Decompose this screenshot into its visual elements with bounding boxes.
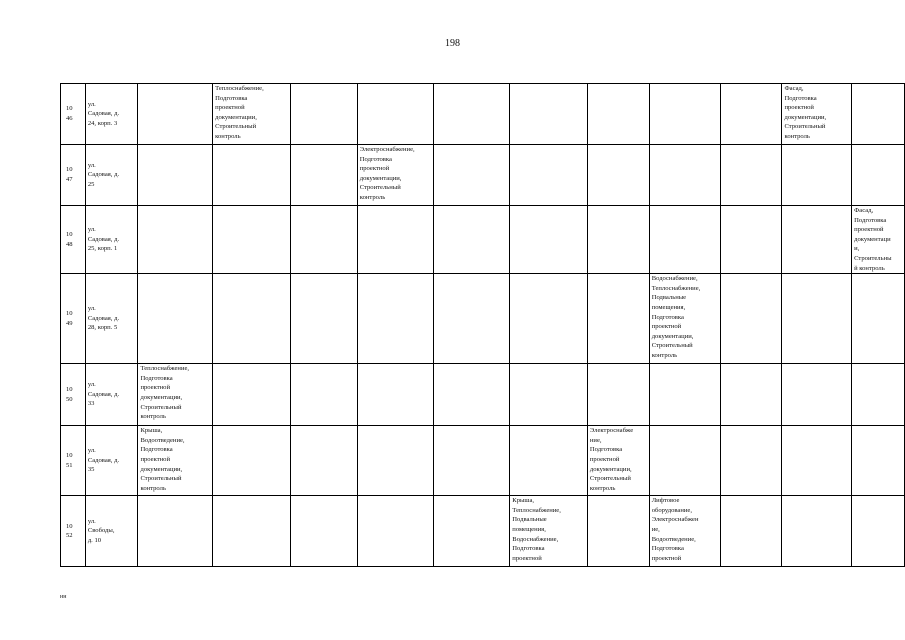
work-type-cell — [357, 206, 434, 274]
page-number: 198 — [445, 38, 460, 49]
footer-mark: нн — [60, 594, 67, 600]
address-cell: ул. Садовая, д. 25, корп. 1 — [85, 206, 138, 274]
row-number-cell: 10 51 — [61, 426, 86, 496]
work-type-cell — [852, 496, 905, 567]
work-type-cell — [138, 496, 213, 567]
table-row — [61, 496, 905, 567]
work-type-cell: Крыша, Теплоснабжение, Подвальные помещения, Водоснабжение, Подготовка проектной — [510, 496, 588, 567]
work-type-cell — [213, 426, 291, 496]
address-cell: ул. Свободы, д. 10 — [85, 496, 138, 567]
work-type-cell — [587, 206, 649, 274]
work-type-cell — [721, 496, 782, 567]
work-type-cell — [721, 206, 782, 274]
work-type-cell — [290, 496, 357, 567]
row-number-cell: 10 47 — [61, 145, 86, 206]
work-type-cell — [782, 426, 852, 496]
work-type-cell — [357, 84, 434, 145]
work-type-cell: Электроснабжение, Подготовка проектной документации, Строительный контроль — [357, 145, 434, 206]
work-type-cell — [782, 496, 852, 567]
work-type-cell — [510, 145, 588, 206]
work-type-cell — [213, 364, 291, 426]
row-number-cell: 10 50 — [61, 364, 86, 426]
work-type-cell: Теплоснабжение, Подготовка проектной документации, Строительный контроль — [138, 364, 213, 426]
work-type-cell: Фасад, Подготовка проектной документаци и, Строительны й контроль — [852, 206, 905, 274]
work-type-cell — [721, 84, 782, 145]
table-row — [61, 364, 905, 426]
table-row — [61, 206, 905, 274]
work-type-cell — [852, 145, 905, 206]
work-type-cell — [357, 496, 434, 567]
work-type-cell — [510, 364, 588, 426]
work-type-cell — [290, 145, 357, 206]
work-type-cell — [649, 84, 721, 145]
work-type-cell — [852, 426, 905, 496]
work-type-cell: Электроснабже ние, Подготовка проектной документации, Строительный контроль — [587, 426, 649, 496]
work-type-cell — [434, 274, 510, 364]
work-type-cell — [721, 274, 782, 364]
work-type-cell — [852, 364, 905, 426]
work-type-cell — [213, 206, 291, 274]
work-type-cell — [782, 145, 852, 206]
work-type-cell — [721, 364, 782, 426]
address-cell: ул. Садовая, д. 24, корп. 3 — [85, 84, 138, 145]
work-type-cell — [510, 84, 588, 145]
address-cell: ул. Садовая, д. 28, корп. 5 — [85, 274, 138, 364]
table-row — [61, 145, 905, 206]
work-type-cell — [852, 274, 905, 364]
work-type-cell — [434, 145, 510, 206]
table-row — [61, 274, 905, 364]
address-cell: ул. Садовая, д. 35 — [85, 426, 138, 496]
work-type-cell — [721, 145, 782, 206]
work-type-cell — [587, 145, 649, 206]
work-type-cell: Водоснабжение, Теплоснабжение, Подвальные помещения, Подготовка проектной документации, Строительный контроль — [649, 274, 721, 364]
work-type-cell — [290, 364, 357, 426]
table-row — [61, 84, 905, 145]
work-type-cell — [213, 496, 291, 567]
work-type-cell — [587, 84, 649, 145]
work-type-cell — [852, 84, 905, 145]
work-type-cell — [649, 145, 721, 206]
work-type-cell — [434, 84, 510, 145]
work-type-cell — [290, 274, 357, 364]
work-type-cell — [782, 274, 852, 364]
work-type-cell — [290, 84, 357, 145]
work-type-cell — [649, 426, 721, 496]
table-row — [61, 426, 905, 496]
work-type-cell — [782, 364, 852, 426]
work-type-cell: Теплоснабжение, Подготовка проектной документации, Строительный контроль — [213, 84, 291, 145]
work-type-cell — [649, 364, 721, 426]
repair-schedule-table — [60, 83, 905, 567]
work-type-cell — [357, 274, 434, 364]
work-type-cell: Крыша, Водоотведение, Подготовка проектной документации, Строительный контроль — [138, 426, 213, 496]
work-type-cell — [649, 206, 721, 274]
row-number-cell: 10 48 — [61, 206, 86, 274]
work-type-cell — [213, 274, 291, 364]
work-type-cell — [138, 274, 213, 364]
work-type-cell — [434, 426, 510, 496]
work-type-cell — [290, 206, 357, 274]
row-number-cell: 10 46 — [61, 84, 86, 145]
work-type-cell — [357, 364, 434, 426]
work-type-cell — [721, 426, 782, 496]
work-type-cell — [213, 145, 291, 206]
row-number-cell: 10 52 — [61, 496, 86, 567]
work-type-cell — [587, 496, 649, 567]
address-cell: ул. Садовая, д. 33 — [85, 364, 138, 426]
work-type-cell — [138, 145, 213, 206]
work-type-cell — [434, 206, 510, 274]
work-type-cell — [138, 206, 213, 274]
work-type-cell — [510, 274, 588, 364]
work-type-cell — [434, 496, 510, 567]
work-type-cell — [510, 426, 588, 496]
work-type-cell: Фасад, Подготовка проектной документации, Строительный контроль — [782, 84, 852, 145]
work-type-cell — [434, 364, 510, 426]
work-type-cell — [587, 274, 649, 364]
work-type-cell: Лифтовое оборудование, Электроснабжен ие, Водоотведение, Подготовка проектной — [649, 496, 721, 567]
work-type-cell — [357, 426, 434, 496]
work-type-cell — [510, 206, 588, 274]
work-type-cell — [138, 84, 213, 145]
work-type-cell — [290, 426, 357, 496]
work-type-cell — [587, 364, 649, 426]
address-cell: ул. Садовая, д. 25 — [85, 145, 138, 206]
work-type-cell — [782, 206, 852, 274]
row-number-cell: 10 49 — [61, 274, 86, 364]
